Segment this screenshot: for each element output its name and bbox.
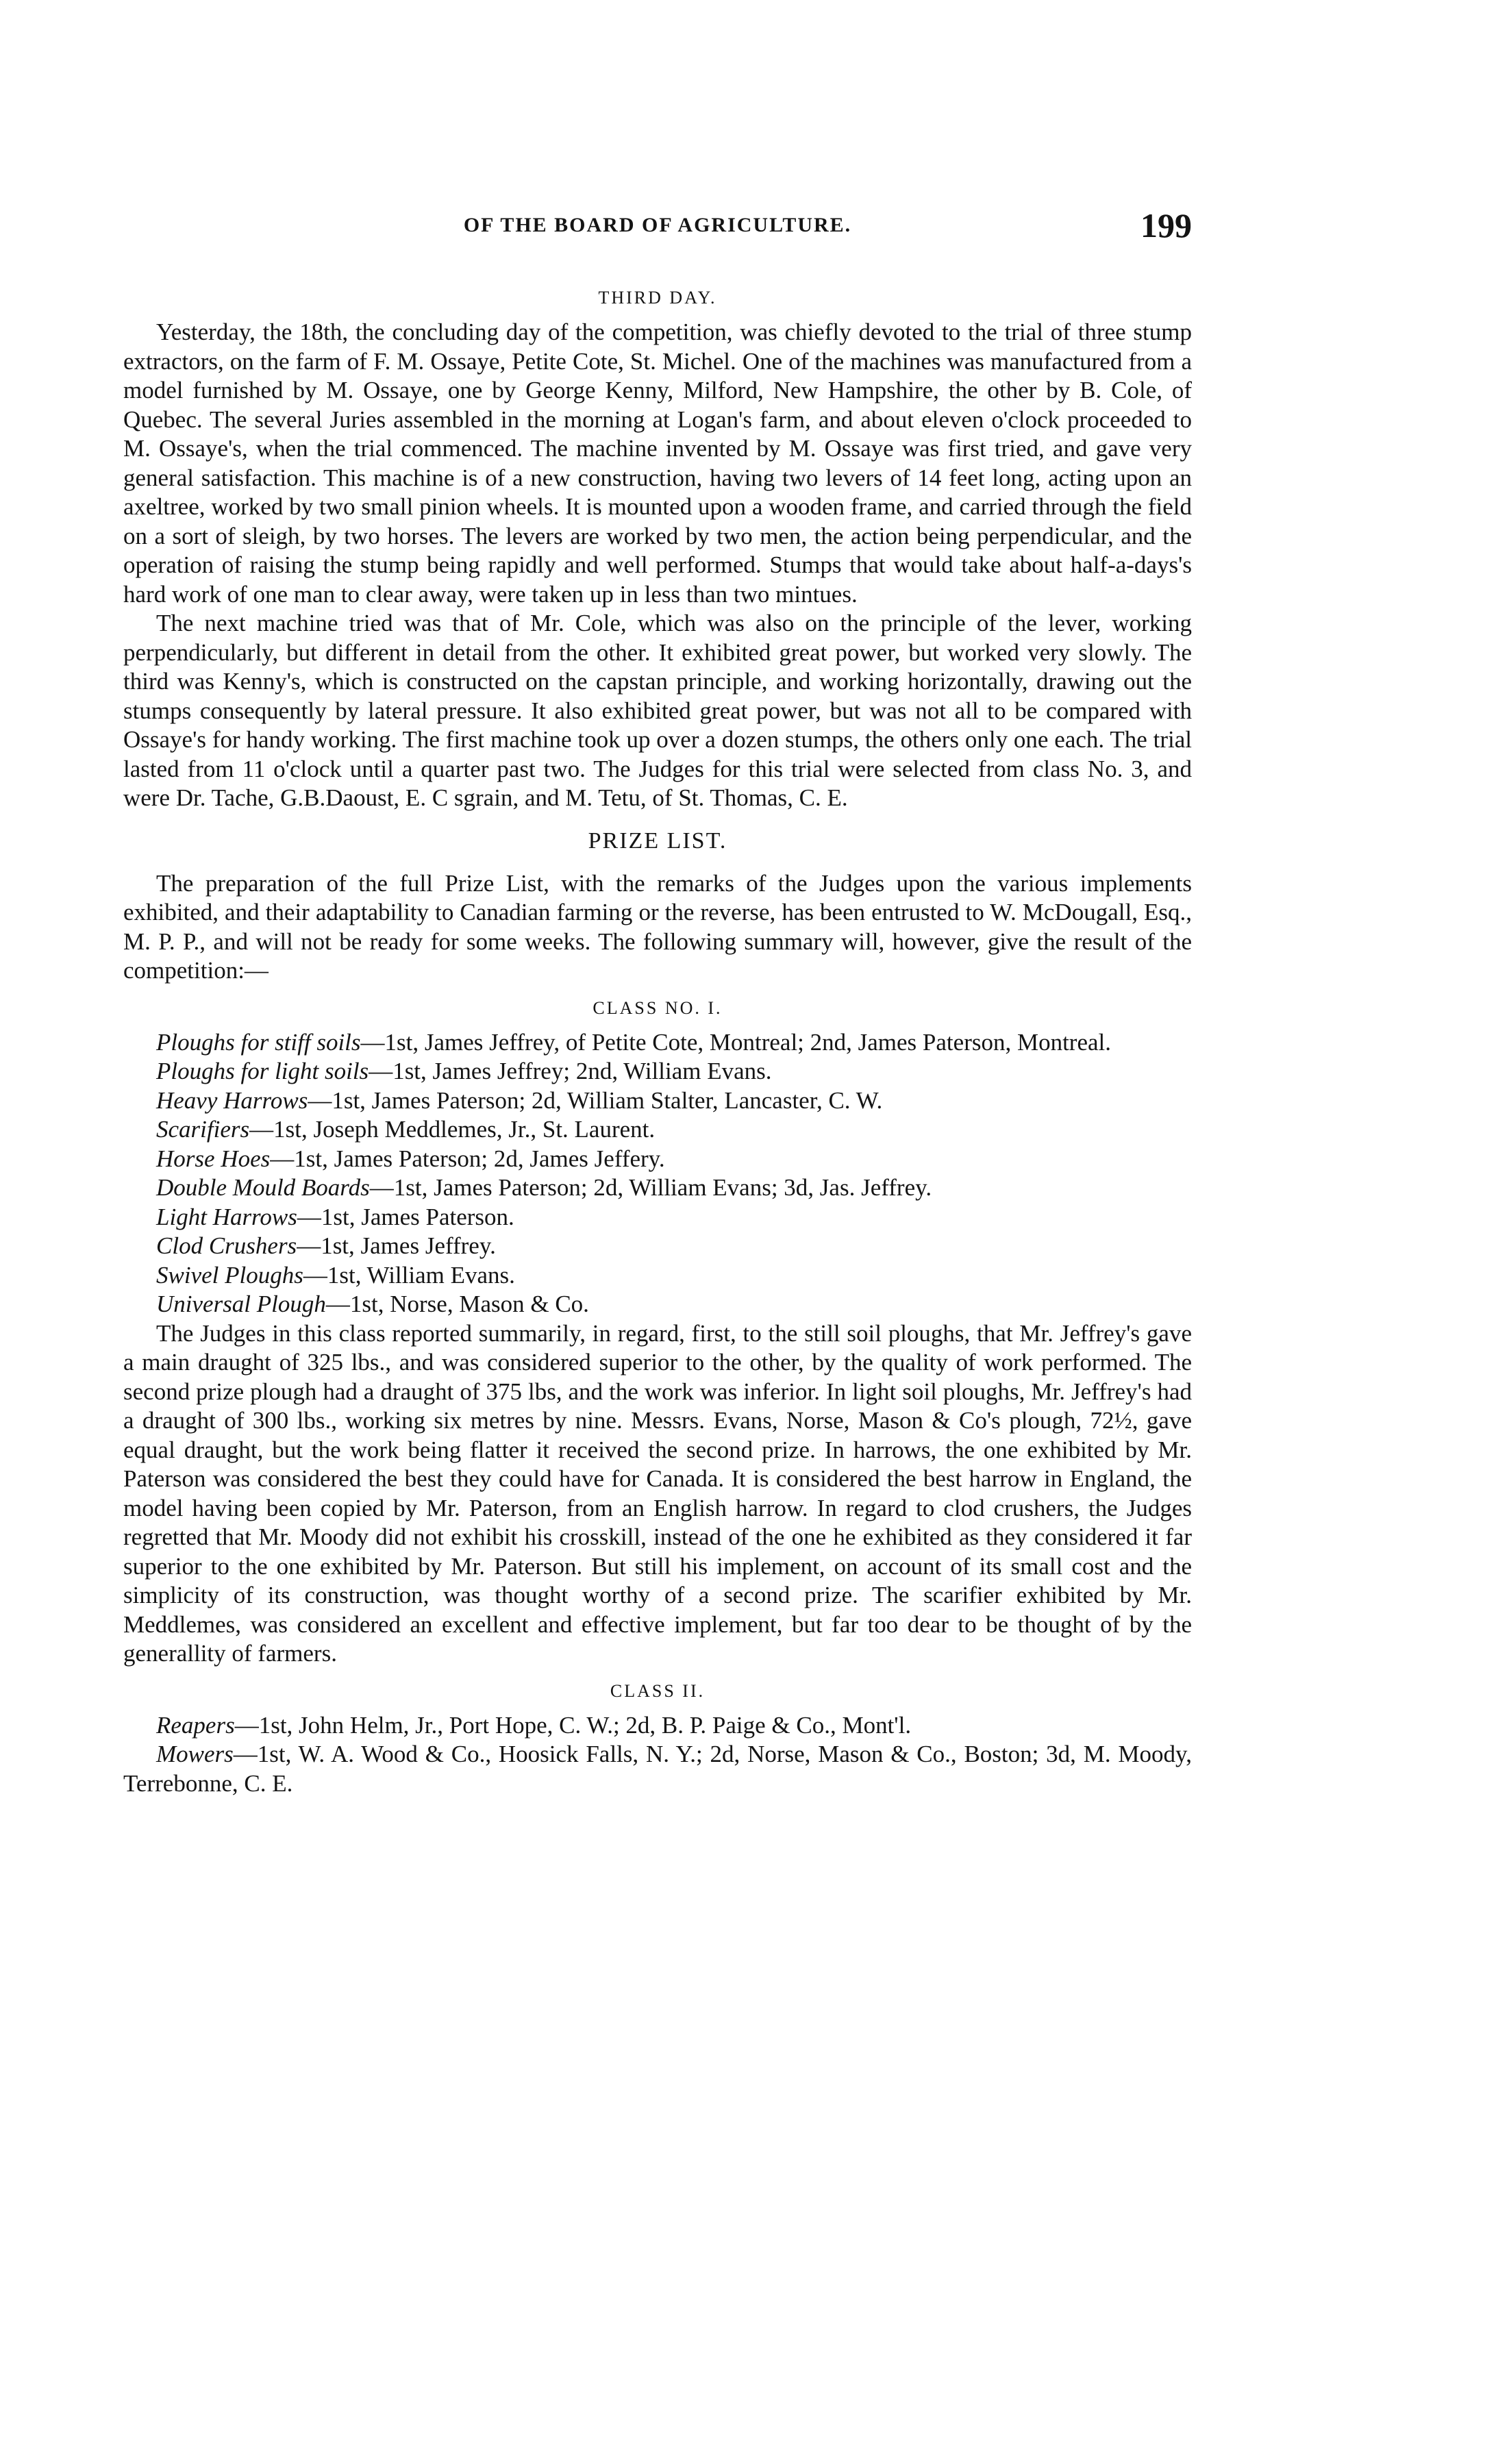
entry-label: Swivel Ploughs [156,1261,303,1289]
entry-label: Ploughs for stiff soils [156,1028,361,1056]
third-day-paragraph: Yesterday, the 18th, the concluding day of the competition, was chiefly devoted to the trial of three stump extractors, on the farm of F. M. Ossaye, Petite Cote, St. Michel. One of the machines was manufactured from a model furnished by M. Ossaye, one by George Kenny, Milford, New Hampshire, the other by B. Cole, of Quebec. The several Juries assembled in the morning at Logan's farm, and about eleven o'clock proceeded to M. Ossaye's, when the trial commenced. The machine invented by M. Ossaye was first tried, and gave very general satisfaction. This machine is of a new construction, having two levers of 14 feet long, acting upon an axeltree, worked by two small pinion wheels. It is mounted upon a wooden frame, and carried through the field on a sort of sleigh, by two horses. The levers are worked by two men, the action being perpendicular, and the operation of raising the stump being rapidly and well performed. Stumps that would take about half-a-days's hard work of one man to clear away, were taken up in less than two mintues. [123,319,1192,608]
entry-text: —1st, W. A. Wood & Co., Hoosick Falls, N. Y.; 2d, Norse, Mason & Co., Boston; 3d, M. Moody, Terrebonne, C. E. [123,1741,1192,1797]
prize-entry [123,1057,1192,1086]
entry-text: —1st, Joseph Meddlemes, Jr., St. Laurent. [249,1116,656,1143]
prize-entry [123,1145,1192,1174]
entry-text: —1st, William Evans. [303,1261,515,1289]
entry-text: —1st, James Paterson. [297,1203,514,1230]
prize-entry [123,1232,1192,1261]
class-two-heading: CLASS II. [610,1680,706,1701]
entry-text: —1st, John Helm, Jr., Port Hope, C. W.; 2d, B. P. Paige & Co., Mont'l. [234,1711,912,1739]
prize-entry [123,1261,1192,1291]
entry-text: —1st, Norse, Mason & Co. [325,1291,589,1317]
entry-text: —1st, James Jeffrey; 2nd, William Evans. [369,1058,772,1084]
prize-entry [123,1173,1192,1203]
entry-text: —1st, James Paterson; 2d, James Jeffery. [270,1145,665,1172]
class-one-report: The Judges in this class reported summarily, in regard, first, to the still soil ploughs, that Mr. Jeffrey's gave a main draught of 325 lbs., and was considered superior to the other, by the quality of work performed. The second prize plough had a draught of 375 lbs, and the work was inferior. In light soil ploughs, Mr. Jeffrey's had a draught of 300 lbs., working six metres by nine. Messrs. Evans, Norse, Mason & Co's plough, 72½, gave equal draught, but the work being flatter it received the second prize. In harrows, the one exhibited by Mr. Paterson was considered the best they could have for Canada. It is considered the best harrow in England, the model having been copied by Mr. Paterson, from an English harrow. In regard to clod crushers, the Judges regretted that Mr. Moody did not exhibit his crosskill, instead of the one he exhibited as they considered it far superior to the one exhibited by Mr. Paterson. But still his implement, on account of its small cost and the simplicity of its construction, was thought worthy of a second prize. The scarifier exhibited by Mr. Meddlemes, was considered an excellent and effective implement, but far too dear to be thought of by the generallity of farmers. [123,1319,1192,1667]
prize-entry [123,1115,1192,1145]
prize-entry [123,1290,1192,1319]
document-page [123,206,1192,1798]
prize-list-heading: PRIZE LIST. [588,827,727,854]
class-one-heading: CLASS NO. I. [593,997,723,1018]
entry-label: Light Harrows [156,1203,297,1230]
running-header [123,206,1192,260]
third-day-heading: THIRD DAY. [598,288,717,308]
entry-label: Heavy Harrows [156,1086,308,1114]
entry-label: Mowers [156,1741,234,1767]
entry-label: Horse Hoes [156,1145,271,1172]
prize-entry [123,1740,1192,1798]
prize-list-intro: The preparation of the full Prize List, with the remarks of the Judges upon the various implements exhibited, and their adaptability to Canadian farming or the reverse, has been entrusted to W. McDougall, Esq., M. P. P., and will not be ready for some weeks. The following summary will, however, give the result of the competition:— [123,869,1192,984]
third-day-paragraph: The next machine tried was that of Mr. Cole, which was also on the principle of the lever, working perpendicularly, but different in detail from the other. It exhibited great power, but worked very slowly. The third was Kenny's, which is constructed on the capstan principle, and working horizontally, drawing out the stumps consequently by lateral pressure. It also exhibited great power, but was not all to be compared with Ossaye's for handy working. The first machine took up over a dozen stumps, the others only one each. The trial lasted from 11 o'clock until a quarter past two. The Judges for this trial were selected from class No. 3, and were Dr. Tache, G.B.Daoust, E. C sgrain, and M. Tetu, of St. Thomas, C. E. [123,610,1192,811]
prize-entry [123,1711,1192,1741]
entry-label: Reapers [156,1711,235,1739]
entry-label: Universal Plough [156,1291,326,1317]
page-number: 199 [1140,206,1192,245]
prize-entry [123,1203,1192,1232]
prize-entry [123,1086,1192,1116]
entry-text: —1st, James Paterson; 2d, William Stalter, Lancaster, C. W. [308,1086,883,1114]
entry-text: —1st, James Jeffrey. [297,1232,496,1259]
entry-label: Clod Crushers [156,1232,297,1259]
entry-label: Scarifiers [156,1116,250,1143]
entry-text: —1st, James Paterson; 2d, William Evans; 3d, Jas. Jeffrey. [369,1174,932,1201]
entry-label: Ploughs for light soils [156,1058,369,1084]
prize-entry [123,1028,1192,1058]
entry-label: Double Mould Boards [156,1174,370,1201]
running-title: OF THE BOARD OF AGRICULTURE. [463,214,852,236]
entry-text: —1st, James Jeffrey, of Petite Cote, Montreal; 2nd, James Paterson, Montreal. [360,1028,1112,1056]
